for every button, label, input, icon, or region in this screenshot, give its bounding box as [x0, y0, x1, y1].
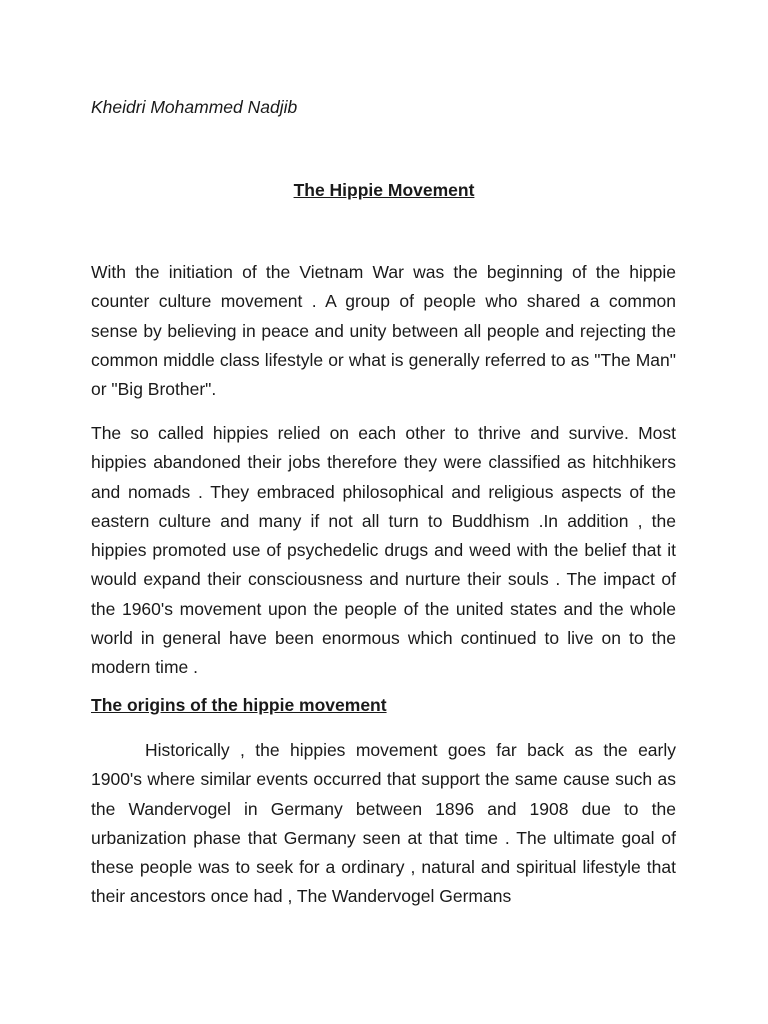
section-paragraph: Historically , the hippies movement goes far back as the early 1900's where similar events occurred that support the same cause such as the Wandervogel in Germany between 1896 and 1908 due to the urbanization phase that Germany seen at that time . The ultimate goal of these people was to seek for a ordinary , natural and spiritual lifestyle that their ancestors once had , The Wandervogel Germans [91, 740, 676, 907]
body-paragraph-2: The so called hippies relied on each other to thrive and survive. Most hippies abandoned their jobs therefore they were classified as hitchhikers and nomads . They embraced philosophical and religious aspects of the eastern culture and many if not all turn to Buddhism .In addition , the hippies promoted use of psychedelic drugs and weed with the belief that it would expand their consciousness and nurture their souls . The impact of the 1960's movement upon the people of the united states and the whole world in general have been enormous which continued to live on to the modern time . [91, 423, 676, 678]
body-paragraph-1: With the initiation of the Vietnam War was the beginning of the hippie counter culture movement . A group of people who shared a common sense by believing in peace and unity between all people and rejecting the common middle class lifestyle or what is generally referred to as "The Man" or "Big Brother". [91, 262, 676, 400]
author-name: Kheidri Mohammed Nadjib [91, 97, 298, 117]
section-heading: The origins of the hippie movement [91, 695, 387, 715]
document-title: The Hippie Movement [293, 180, 475, 200]
